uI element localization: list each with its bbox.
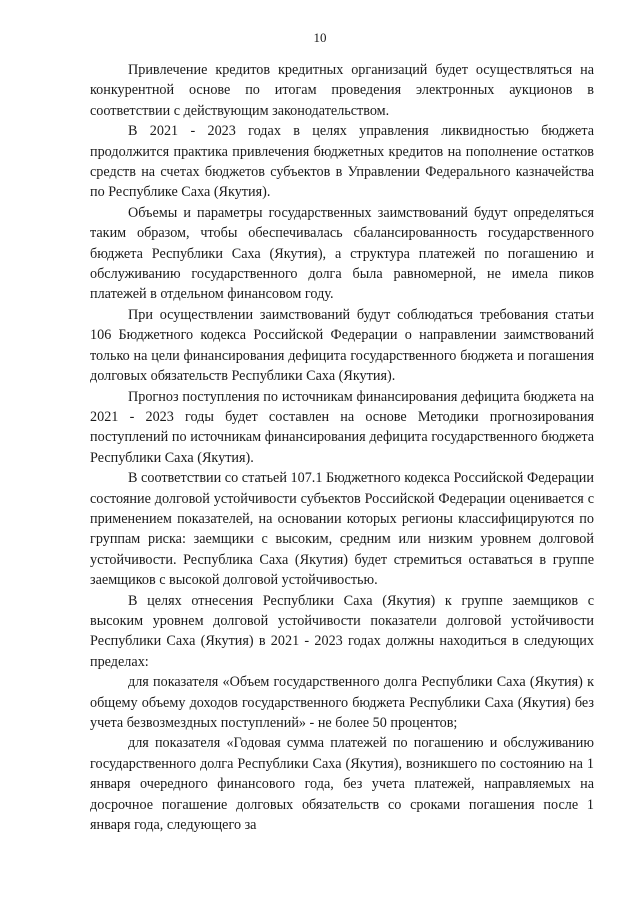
- paragraph-debt-sustainability-limits: В целях отнесения Республики Саха (Якутия) к группе заемщиков с высоким уровнем долговой устойчивости показатели долговой устойчивости Республики Саха (Якутия) в 2021 - 2023 годах должны находиться в следующих пределах:: [90, 592, 594, 670]
- paragraph-borrowing-volumes: Объемы и параметры государственных заимствований будут определяться таким образом, чтобы обеспечивалась сбалансированность государственного бюджета Республики Саха (Якутия), а структура платежей по погашению и обслуживанию государственного долга была равномерной, не имела пиков платежей в отдельном финансовом году.: [90, 204, 594, 303]
- document-body: [90, 60, 594, 835]
- paragraph-article-106: При осуществлении заимствований будут соблюдаться требования статьи 106 Бюджетного кодекса Российской Федерации о направлении заимствований только на цели финансирования дефицита государственного бюджета и погашения долговых обязательств Республики Саха (Якутия).: [90, 306, 594, 385]
- page-number: 10: [313, 30, 327, 45]
- paragraph-credit-organizations: Привлечение кредитов кредитных организаций будет осуществляться на конкурентной основе по итогам проведения электронных аукционов в соответствии с действующим законодательством.: [90, 62, 594, 119]
- paragraph-indicator-debt-volume: для показателя «Объем государственного долга Республики Саха (Якутия) к общему объему доходов государственного бюджета Республики Саха (Якутия) без учета безвозмездных поступлений» - не более 50 процентов;: [90, 674, 594, 731]
- paragraph-forecast: Прогноз поступления по источникам финансирования дефицита бюджета на 2021 - 2023 годы будет составлен на основе Методики прогнозирования поступлений по источникам финансирования дефицита государственного бюджета Республики Саха (Якутия).: [90, 388, 594, 466]
- paragraph-article-107-1: В соответствии со статьей 107.1 Бюджетного кодекса Российской Федерации состояние долговой устойчивости субъектов Российской Федерации оценивается с применением показателей, на основании которых регионы классифицируются по группам риска: заемщики с высоким, средним или низким уровнем долговой устойчивости. Республика Саха (Якутия) будет стремиться оставаться в группе заемщиков с высокой долговой устойчивостью.: [90, 470, 594, 589]
- paragraph-liquidity-management: В 2021 - 2023 годах в целях управления ликвидностью бюджета продолжится практика привлечения бюджетных кредитов на пополнение остатков средств на счетах бюджетов субъектов в Управлении Федерального казначейства по Республике Саха (Якутия).: [90, 123, 594, 201]
- paragraph-indicator-annual-payments: для показателя «Годовая сумма платежей по погашению и обслуживанию государственного долга Республики Саха (Якутия), возникшего по состоянию на 1 января очередного финансового года, без учета платежей, направляемых на досрочное погашение долговых обязательств со сроками погашения после 1 января года, следующего за: [90, 735, 594, 834]
